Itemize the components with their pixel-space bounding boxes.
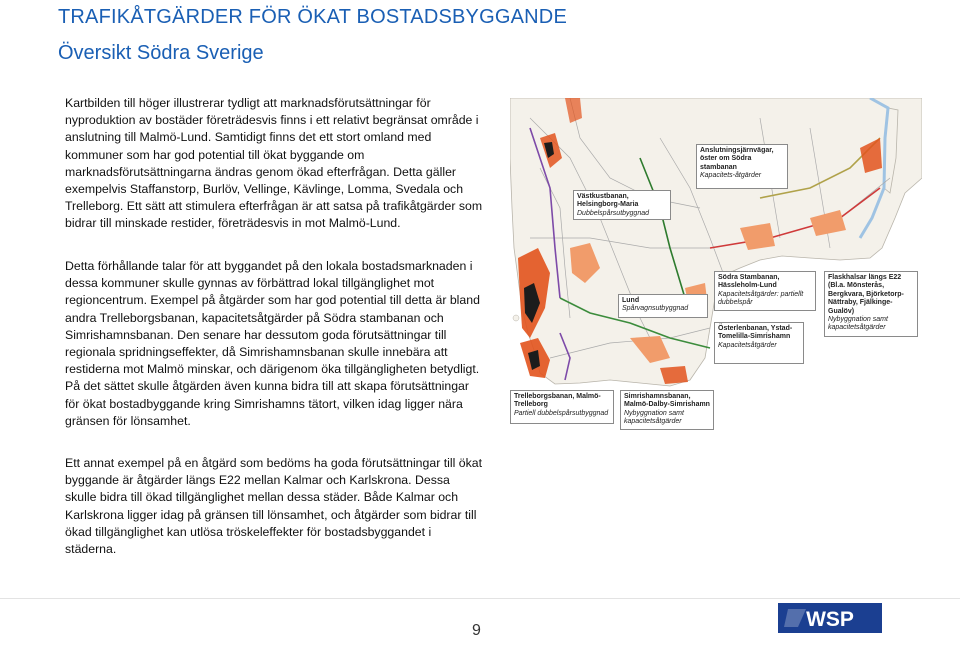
map-label-simrishamnsbanan-name: Simrishamnsbanan, Malmö-Dalby-Simrishamn <box>624 393 710 409</box>
wsp-logo-text: WSP <box>806 608 854 631</box>
page-number: 9 <box>472 622 481 639</box>
map-label-vastkustbanan <box>573 190 671 220</box>
wsp-logo <box>778 603 882 633</box>
footer-divider <box>0 598 960 599</box>
map-label-simrishamnsbanan <box>620 390 714 430</box>
page-subtitle: Översikt Södra Sverige <box>58 42 264 64</box>
map-label-simrishamnsbanan-detail: Nybyggnation samt kapacitetsåtgärder <box>624 409 684 426</box>
map-label-flaskhalsar-e22-name: Flaskhalsar längs E22 (Bl.a. Mönsterås, Bergkvara, Björketorp-Nättraby, Fjälkinge-Gualöv) <box>828 274 904 315</box>
map-label-trelleborgsbanan <box>510 390 614 424</box>
map-label-sodra-stambanan-detail: Kapacitetsåtgärder: partiellt dubbelspår <box>718 290 804 307</box>
map-label-lund <box>618 294 708 318</box>
map-label-trelleborgsbanan-name: Trelleborgsbanan, Malmö-Trelleborg <box>514 393 601 409</box>
southern-sweden-map <box>510 98 922 438</box>
map-label-trelleborgsbanan-detail: Partiell dubbelspårsutbyggnad <box>514 409 609 417</box>
map-label-sodra-stambanan <box>714 271 816 311</box>
body-paragraph-3: Ett annat exempel på en åtgärd som bedöms ha goda förutsättningar till ökat byggande är åtgärder längs E22 mellan Kalmar och Karlskrona. Dessa skulle bidra till ökad tillgänglighet mellan dessa städer. Både Kalmar och Karlskrona ligger idag på gränsen till lönsamhet, och åtgärder som bidrar till ökad tillgänglighet kan utlösa tröskeleffekter för bostadsbyggandet i städerna. <box>65 456 482 557</box>
map-label-vastkustbanan-name: Västkustbanan, Helsingborg-Maria <box>577 193 639 209</box>
map-label-lund-name: Lund <box>622 297 640 304</box>
map-label-vastkustbanan-detail: Dubbelspårsutbyggnad <box>577 209 649 217</box>
map-label-osterlenbanan-name: Österlenbanan, Ystad-Tomelilla-Simrishamn <box>718 325 793 341</box>
map-label-flaskhalsar-e22 <box>824 271 918 337</box>
page-title: TRAFIKÅTGÄRDER FÖR ÖKAT BOSTADSBYGGANDE <box>58 6 567 28</box>
map-label-anslutningsjarnvagar <box>696 144 788 189</box>
body-paragraph-1: Kartbilden till höger illustrerar tydligt att marknadsförutsättningar för nyproduktion av bostäder företrädesvis finns i ett relativt begränsat område i anslutning till Malmö-Lund. Samtidigt finns det ett stort omland med kommuner som har god potential till ökat byggande om marknadsförutsättningarna ändras genom ökad efterfrågan. Detta gäller exempelvis Staffanstorp, Burlöv, Vellinge, Kävlinge, Lomma, Svedala och Trelleborg. Ett sätt att stimulera efterfrågan är att satsa på trafikåtgärder som bidrar till minskade restider, företrädesvis in mot Malmö-Lund. <box>65 96 483 231</box>
map-label-osterlenbanan-detail: Kapacitetsåtgärder <box>718 341 777 349</box>
map-label-anslutningsjarnvagar-name: Anslutningsjärnvägar, öster om Södra stambanan <box>700 147 774 171</box>
body-paragraph-2: Detta förhållande talar för att byggandet på den lokala bostadsmarknaden i dessa kommuner skulle gynnas av förbättrad lokal tillgänglighet mot regioncentrum. Exempel på åtgärder som har god potential till detta är bland andra Trelleborgsbanan, kapacitetsåtgärder på Södra stambanan och Simrishamnsbanan. Den senare har dessutom goda förutsättningar till regionala spridningseffekter, då Simrishamnsbanan skulle innebära att restiderna mot Malmö minskar, och därigenom öka tillgängligheten betydligt. På det sättet skulle åtgärden även kunna bidra till att skapa förutsättningar för ökat bostadbyggande kring Simrishamns tätort, vilken idag ligger nära gränsen för lönsamhet. <box>65 259 480 428</box>
map-label-flaskhalsar-e22-detail: Nybyggnation samt kapacitetsåtgärder <box>828 316 888 332</box>
map-label-lund-detail: Spårvagnsutbyggnad <box>622 305 689 313</box>
map-label-anslutningsjarnvagar-detail: Kapacitets-åtgärder <box>700 172 762 180</box>
map-label-osterlenbanan <box>714 322 804 364</box>
map-label-sodra-stambanan-name: Södra Stambanan, Hässleholm-Lund <box>718 274 780 290</box>
